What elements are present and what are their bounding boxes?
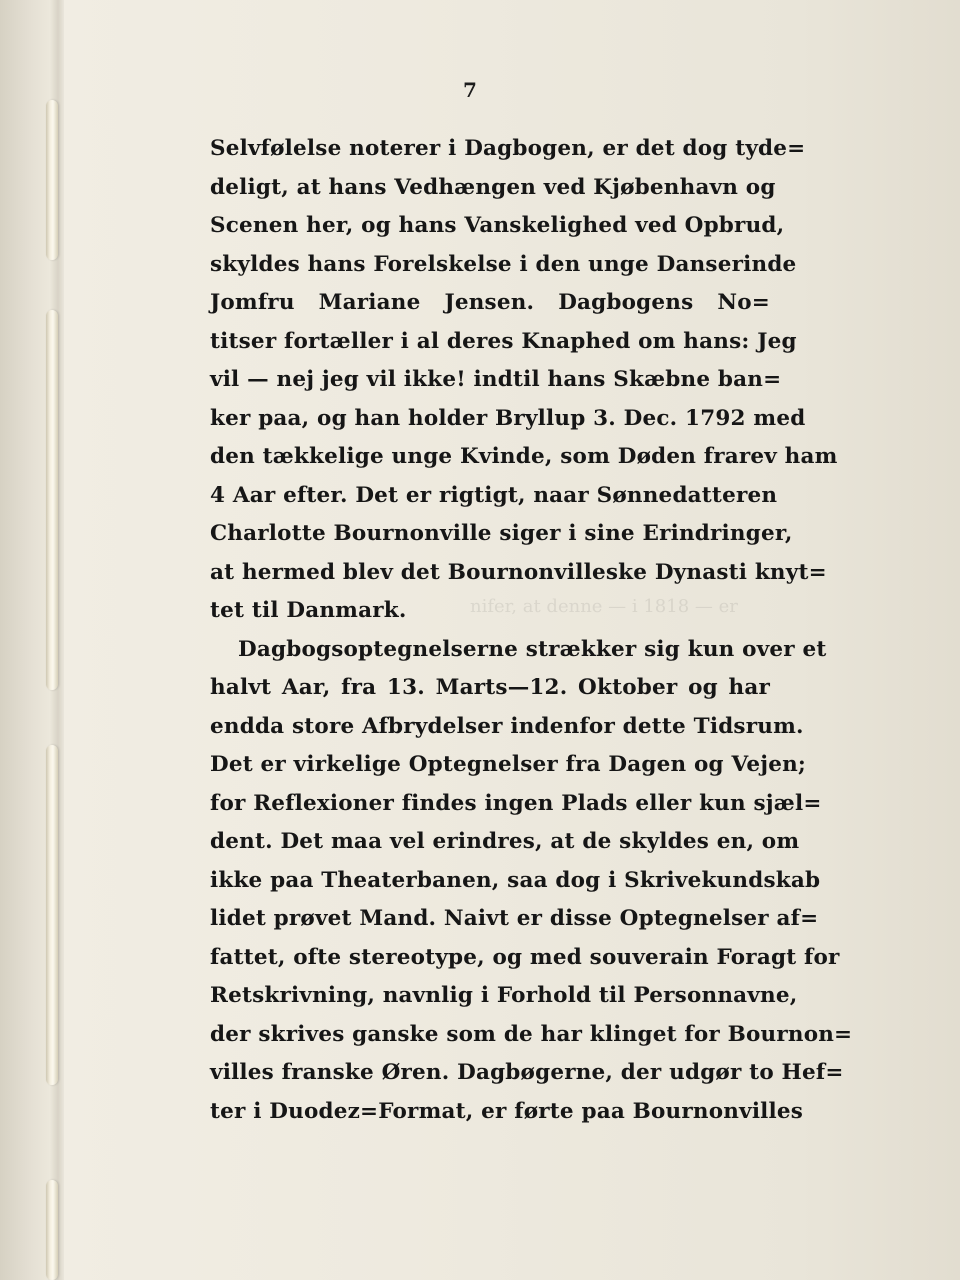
text-line: skyldes hans Forelskelse i den unge Danserinde	[210, 251, 797, 277]
binding-stitch	[46, 1180, 58, 1280]
text-line: ter i Duodez=Format, er førte paa Bournonvilles	[210, 1098, 804, 1124]
text-line: Det er virkelige Optegnelser fra Dagen og Vejen;	[210, 752, 807, 777]
text-line: Dagbogsoptegnelserne strækker sig kun over et	[238, 636, 827, 662]
binding-stitch	[46, 100, 58, 260]
body-text	[210, 130, 853, 1131]
show-through-text: nifer, at denne — i 1818 — er	[470, 596, 738, 617]
text-line: at hermed blev det Bournonvilleske Dynasti knyt=	[210, 559, 827, 585]
text-line: ikke paa Theaterbanen, saa dog i Skrivekundskab	[210, 867, 821, 893]
text-line: endda store Afbrydelser indenfor dette Tidsrum.	[210, 713, 804, 739]
page-number: 7	[463, 78, 477, 102]
text-line: lidet prøvet Mand. Naivt er disse Optegnelser af=	[210, 906, 819, 931]
text-line: villes franske Øren. Dagbøgerne, der udgør to Hef=	[210, 1060, 844, 1085]
text-line: titser fortæller i al deres Knaphed om hans: Jeg	[210, 328, 797, 354]
text-line: tet til Danmark.	[210, 598, 407, 623]
text-line: halvt Aar, fra 13. Marts—12. Oktober og har	[210, 675, 770, 700]
text-line: der skrives ganske som de har klinget for Bournon=	[210, 1021, 853, 1047]
text-line: Charlotte Bournonville siger i sine Erindringer,	[210, 521, 793, 546]
paragraph	[210, 631, 853, 1132]
text-line: Scenen her, og hans Vanskelighed ved Opbrud,	[210, 213, 785, 238]
text-line: Selvfølelse noterer i Dagbogen, er det dog tyde=	[210, 136, 806, 161]
text-line: fattet, ofte stereotype, og med souverain Foragt for	[210, 944, 840, 970]
text-line: deligt, at hans Vedhængen ved Kjøbenhavn og	[210, 174, 776, 200]
text-line: Retskrivning, navnlig i Forhold til Personnavne,	[210, 983, 798, 1008]
text-line: dent. Det maa vel erindres, at de skyldes en, om	[210, 829, 800, 854]
binding-stitch	[46, 310, 58, 690]
text-line: for Reflexioner findes ingen Plads eller kun sjæl=	[210, 790, 822, 816]
text-line: 4 Aar efter. Det er rigtigt, naar Sønnedatteren	[210, 482, 778, 508]
text-line: vil — nej jeg vil ikke! indtil hans Skæbne ban=	[210, 367, 782, 392]
paragraph	[210, 130, 838, 631]
text-line: den tækkelige unge Kvinde, som Døden frarev ham	[210, 444, 838, 469]
text-line: ker paa, og han holder Bryllup 3. Dec. 1792 med	[210, 405, 806, 431]
binding-stitch	[46, 745, 58, 1085]
text-line: Jomfru Mariane Jensen. Dagbogens No=	[210, 290, 770, 315]
